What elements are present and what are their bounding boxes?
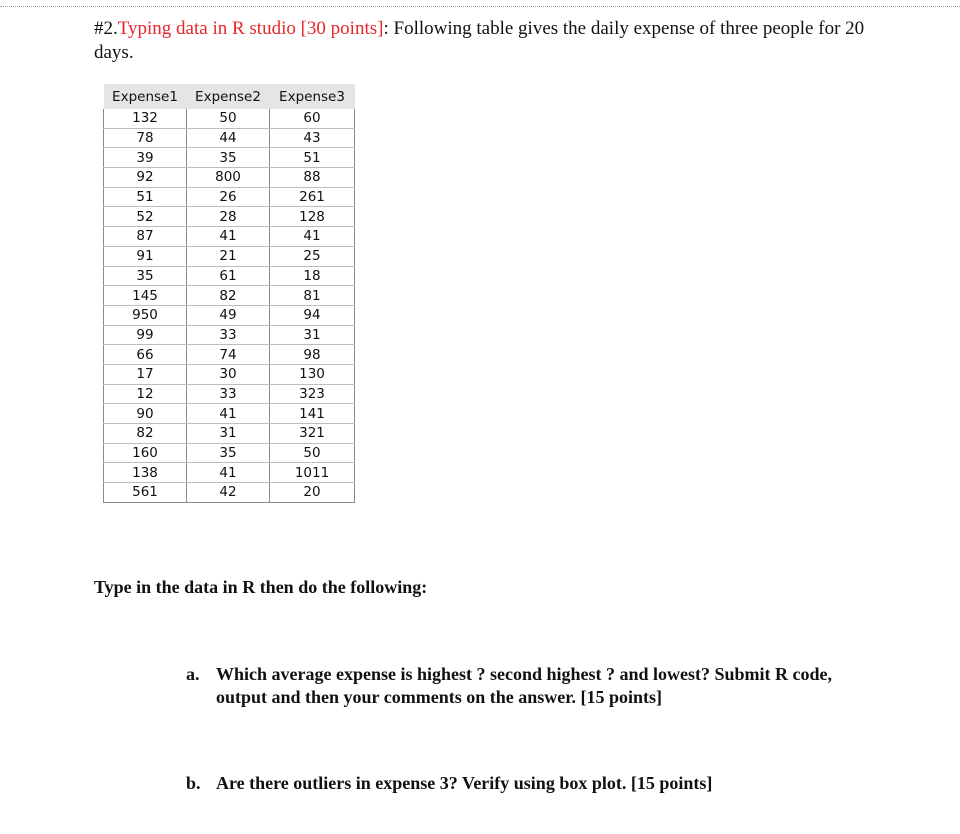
table-cell-expense1: 51 <box>104 187 187 207</box>
instruction-text: Type in the data in R then do the following: <box>94 577 428 597</box>
table-row <box>104 364 355 384</box>
table-cell-expense2: 49 <box>187 305 270 325</box>
heading-title: Typing data in R studio [30 points] <box>117 18 384 39</box>
question-a <box>186 663 886 713</box>
table-cell-expense1: 90 <box>104 404 187 424</box>
table-cell-expense2: 31 <box>187 424 270 444</box>
table-cell-expense2: 26 <box>187 187 270 207</box>
table-cell-expense3: 88 <box>270 168 355 188</box>
table-cell-expense3: 25 <box>270 246 355 266</box>
table-cell-expense1: 160 <box>104 443 187 463</box>
table-row <box>104 463 355 483</box>
table-cell-expense3: 321 <box>270 424 355 444</box>
top-dotted-rule <box>0 6 960 7</box>
table-cell-expense2: 61 <box>187 266 270 286</box>
table-cell-expense1: 52 <box>104 207 187 227</box>
table-cell-expense3: 261 <box>270 187 355 207</box>
table-row <box>104 483 355 503</box>
table-cell-expense1: 92 <box>104 168 187 188</box>
table-row <box>104 404 355 424</box>
column-header-expense3: Expense3 <box>270 84 355 109</box>
question-b <box>186 772 886 798</box>
table-cell-expense1: 145 <box>104 286 187 306</box>
table-cell-expense2: 44 <box>187 128 270 148</box>
table-cell-expense3: 128 <box>270 207 355 227</box>
table-cell-expense3: 1011 <box>270 463 355 483</box>
table-cell-expense1: 99 <box>104 325 187 345</box>
table-row <box>104 424 355 444</box>
table-row <box>104 266 355 286</box>
table-row <box>104 128 355 148</box>
table-row <box>104 384 355 404</box>
table-row <box>104 246 355 266</box>
table-cell-expense3: 20 <box>270 483 355 503</box>
table-row <box>104 207 355 227</box>
table-cell-expense3: 98 <box>270 345 355 365</box>
table-cell-expense3: 50 <box>270 443 355 463</box>
table-cell-expense1: 950 <box>104 305 187 325</box>
table-cell-expense3: 31 <box>270 325 355 345</box>
table-row <box>104 443 355 463</box>
question-a-text: Which average expense is highest ? second highest ? and lowest? Submit R code, output and then your comments on the answer. [15 points] <box>216 664 833 707</box>
table-cell-expense1: 91 <box>104 246 187 266</box>
table-cell-expense1: 82 <box>104 424 187 444</box>
table-cell-expense3: 323 <box>270 384 355 404</box>
table-cell-expense1: 561 <box>104 483 187 503</box>
table-cell-expense3: 18 <box>270 266 355 286</box>
table-cell-expense3: 141 <box>270 404 355 424</box>
table-row <box>104 168 355 188</box>
table-cell-expense2: 30 <box>187 364 270 384</box>
table-cell-expense1: 78 <box>104 128 187 148</box>
table-cell-expense2: 41 <box>187 463 270 483</box>
question-b-text: Are there outliers in expense 3? Verify using box plot. [15 points] <box>216 773 713 793</box>
table-cell-expense3: 81 <box>270 286 355 306</box>
table-cell-expense3: 51 <box>270 148 355 168</box>
table-cell-expense3: 41 <box>270 227 355 247</box>
column-header-expense1: Expense1 <box>104 84 187 109</box>
table-row <box>104 286 355 306</box>
table-cell-expense3: 60 <box>270 109 355 128</box>
table-cell-expense2: 21 <box>187 246 270 266</box>
table-cell-expense3: 94 <box>270 305 355 325</box>
table-cell-expense2: 33 <box>187 325 270 345</box>
table-cell-expense1: 17 <box>104 364 187 384</box>
table-cell-expense2: 800 <box>187 168 270 188</box>
expense-table <box>103 84 355 503</box>
table-cell-expense1: 12 <box>104 384 187 404</box>
table-row <box>104 305 355 325</box>
table-row <box>104 345 355 365</box>
heading-number: #2. <box>94 18 118 39</box>
table-cell-expense1: 87 <box>104 227 187 247</box>
table-cell-expense3: 43 <box>270 128 355 148</box>
table-cell-expense2: 82 <box>187 286 270 306</box>
table-row <box>104 227 355 247</box>
question-b-marker: b. <box>186 773 201 793</box>
table-row <box>104 325 355 345</box>
table-row <box>104 187 355 207</box>
table-cell-expense1: 66 <box>104 345 187 365</box>
table-cell-expense2: 33 <box>187 384 270 404</box>
table-row <box>104 148 355 168</box>
table-cell-expense2: 42 <box>187 483 270 503</box>
table-cell-expense1: 138 <box>104 463 187 483</box>
table-cell-expense2: 35 <box>187 148 270 168</box>
table-cell-expense1: 35 <box>104 266 187 286</box>
column-header-expense2: Expense2 <box>187 84 270 109</box>
table-cell-expense3: 130 <box>270 364 355 384</box>
table-cell-expense2: 74 <box>187 345 270 365</box>
question-heading <box>94 17 894 65</box>
table-body <box>104 109 355 502</box>
table-header-row <box>104 84 355 109</box>
question-a-marker: a. <box>186 664 200 684</box>
table-cell-expense1: 39 <box>104 148 187 168</box>
heading-description: : Following table gives the daily expense of three people for 20 days. <box>94 18 865 63</box>
table-cell-expense2: 41 <box>187 404 270 424</box>
table-cell-expense2: 28 <box>187 207 270 227</box>
table-cell-expense2: 41 <box>187 227 270 247</box>
table-cell-expense2: 35 <box>187 443 270 463</box>
table-cell-expense1: 132 <box>104 109 187 128</box>
table-cell-expense2: 50 <box>187 109 270 128</box>
table-row <box>104 109 355 128</box>
